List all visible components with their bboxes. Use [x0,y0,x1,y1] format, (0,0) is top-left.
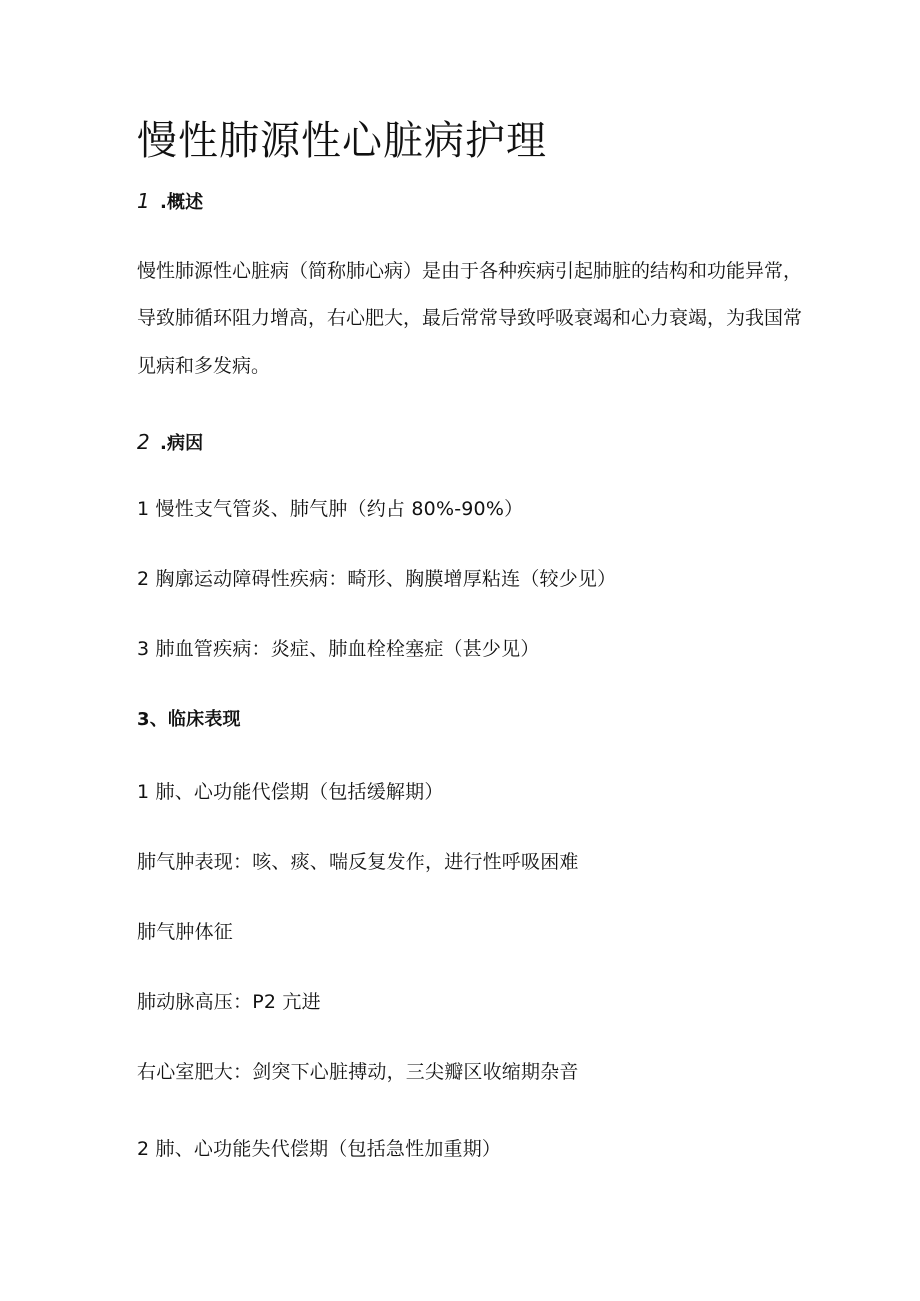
section-number: 1 [137,189,150,213]
list-item: 肺动脉高压：P2 亢进 [137,991,321,1013]
list-item: 1 慢性支气管炎、肺气肿（约占 80%-90%） [137,498,524,520]
document-title: 慢性肺源性心脏病护理 [137,118,547,164]
paragraph-line: 见病和多发病。 [137,355,271,377]
paragraph-line: 导致肺循环阻力增高，右心肥大，最后常常导致呼吸衰竭和心力衰竭，为我国常 [137,307,803,329]
list-item: 肺气肿体征 [137,921,234,943]
list-item: 右心室肥大：剑突下心脏搏动，三尖瓣区收缩期杂音 [137,1061,579,1083]
section-heading-etiology [137,430,203,456]
list-item: 2 胸廓运动障碍性疾病：畸形、胸膜增厚粘连（较少见） [137,568,617,590]
section-heading-text: .概述 [159,192,204,213]
section-heading-text: .病因 [159,433,204,454]
section-heading-clinical: 3、临床表现 [137,709,241,730]
section-number: 2 [137,430,150,454]
list-item: 1 肺、心功能代偿期（包括缓解期） [137,781,444,803]
list-item: 3 肺血管疾病：炎症、肺血栓栓塞症（甚少见） [137,638,540,660]
section-heading-overview [137,189,203,215]
list-item: 肺气肿表现：咳、痰、喘反复发作，进行性呼吸困难 [137,851,579,873]
paragraph-line: 慢性肺源性心脏病（简称肺心病）是由于各种疾病引起肺脏的结构和功能异常， [137,260,803,282]
list-item: 2 肺、心功能失代偿期（包括急性加重期） [137,1138,502,1160]
